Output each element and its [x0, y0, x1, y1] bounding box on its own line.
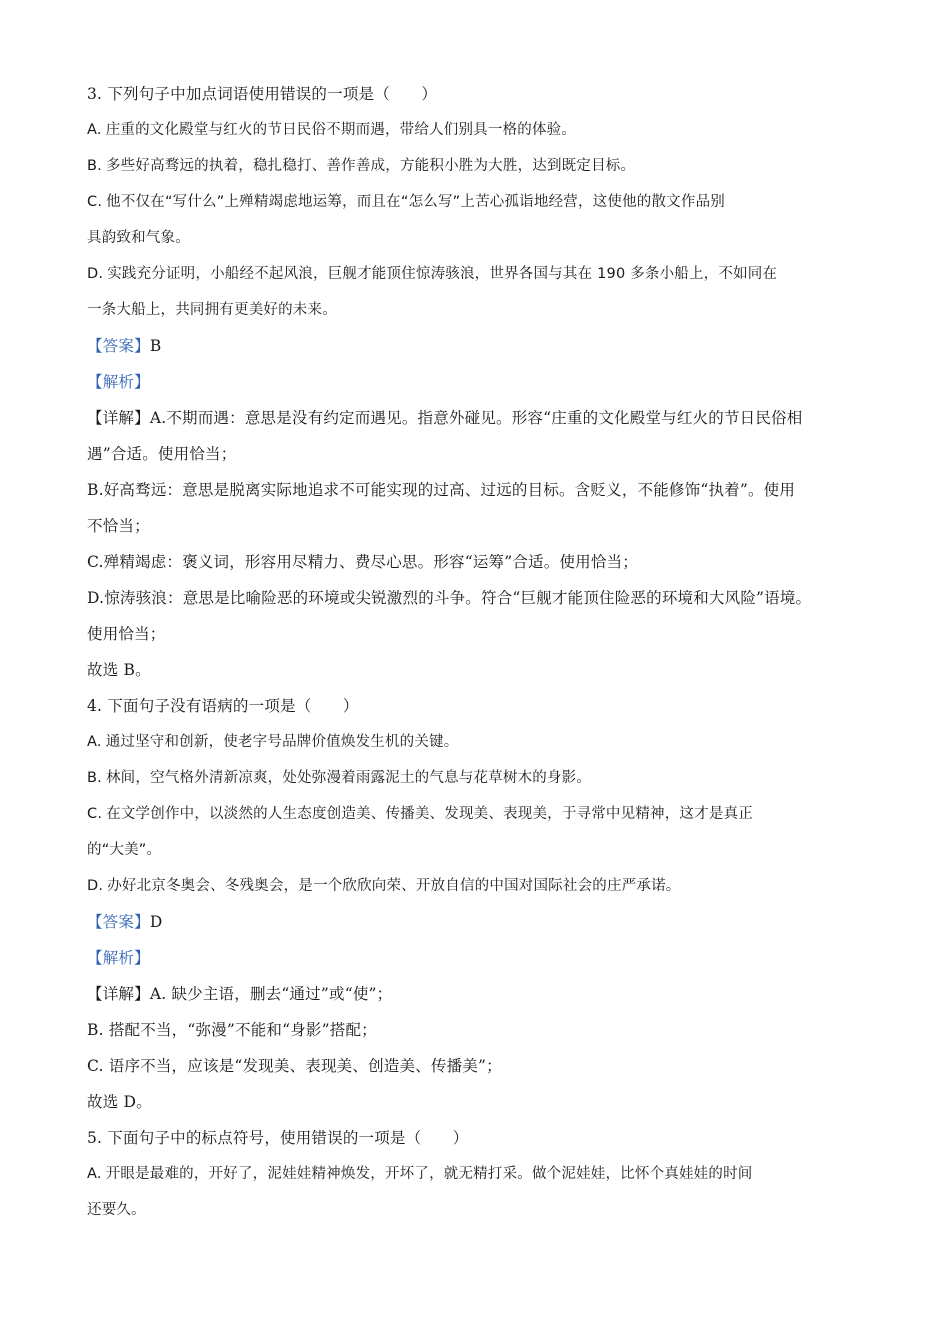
q4-option-c: [87, 796, 877, 832]
detail-text: A.不期而遇：意思是没有约定而遇见。指意外碰见。形容“庄重的文化殿堂与红火的节日民俗相: [149, 409, 803, 427]
option-letter: A.: [87, 734, 102, 750]
q3-option-c-cont: 具韵致和气象。: [87, 230, 190, 246]
answer-tag: 【答案】: [87, 337, 150, 355]
q3-option-d-cont: 一条大船上，共同拥有更美好的未来。: [87, 302, 337, 318]
question-4-stem: 4. 下面句子没有语病的一项是（ ）: [87, 697, 359, 715]
option-letter: A.: [87, 122, 102, 138]
question-3-stem: 3. 下列句子中加点词语使用错误的一项是（ ）: [87, 85, 438, 103]
option-letter: B.: [87, 770, 102, 786]
q3-detail-line: 使用恰当；: [87, 625, 166, 643]
q3-option-b: [87, 148, 877, 184]
q4-answer: [87, 904, 877, 940]
q5-option-a-cont: 还要久。: [87, 1202, 146, 1218]
detail-tag: 【详解】: [87, 409, 150, 427]
option-text: 多些好高骛远的执着，稳扎稳打、善作善成，方能积小胜为大胜，达到既定目标。: [105, 158, 636, 174]
option-letter: C.: [87, 194, 103, 210]
q3-detail-line: 故选 B。: [87, 661, 151, 679]
option-text: 实践充分证明，小船经不起风浪，巨舰才能顶住惊涛骇浪，世界各国与其在 190 多条小船上，不如同在: [107, 266, 778, 282]
option-letter: C.: [87, 806, 103, 822]
q3-detail-line: C.殚精竭虑：褒义词，形容用尽精力、费尽心思。形容“运筹”合适。使用恰当；: [87, 553, 638, 571]
question-5-stem: 5. 下面句子中的标点符号，使用错误的一项是（ ）: [87, 1129, 469, 1147]
q3-option-a: [87, 112, 877, 148]
q4-option-b: [87, 760, 877, 796]
option-letter: A.: [87, 1166, 102, 1182]
q4-detail-line: B. 搭配不当，“弥漫”不能和“身影”搭配；: [87, 1021, 377, 1039]
document-page: [87, 76, 877, 1228]
q4-detail-line: C. 语序不当，应该是“发现美、表现美、创造美、传播美”；: [87, 1057, 502, 1075]
q3-analysis: [87, 364, 877, 400]
q3-option-c: [87, 184, 877, 220]
option-text: 通过坚守和创新，使老字号品牌价值焕发生机的关键。: [105, 734, 459, 750]
option-letter: D.: [87, 266, 104, 282]
q3-answer: [87, 328, 877, 364]
q4-detail-line: [87, 976, 877, 1012]
q3-detail-line: [87, 400, 877, 436]
option-text: 在文学创作中，以淡然的人生态度创造美、传播美、发现美、表现美，于寻常中见精神，这才是真正: [106, 806, 753, 822]
option-letter: D.: [87, 878, 104, 894]
q4-option-d: [87, 868, 877, 904]
answer-value: B: [149, 337, 162, 355]
q4-analysis: [87, 940, 877, 976]
q3-detail-line: 遇”合适。使用恰当；: [87, 445, 237, 463]
q3-detail-line: B.好高骛远：意思是脱离实际地追求不可能实现的过高、过远的目标。含贬义，不能修饰“执着”。使用: [87, 481, 796, 499]
option-letter: B.: [87, 158, 102, 174]
answer-value: D: [149, 913, 163, 931]
q4-option-c-cont: 的“大美”。: [87, 842, 162, 858]
q3-detail-line: D.惊涛骇浪：意思是比喻险恶的环境或尖锐激烈的斗争。符合“巨舰才能顶住险恶的环境和大风险”语境。: [87, 589, 812, 607]
q4-detail-line: 故选 D。: [87, 1093, 152, 1111]
option-text: 开眼是最难的，开好了，泥娃娃精神焕发，开坏了，就无精打采。做个泥娃娃，比怀个真娃娃的时间: [105, 1166, 753, 1182]
q3-detail-line: 不恰当；: [87, 517, 150, 535]
answer-tag: 【答案】: [87, 913, 150, 931]
option-text: 庄重的文化殿堂与红火的节日民俗不期而遇，带给人们别具一格的体验。: [105, 122, 577, 138]
q3-option-d: [87, 256, 877, 292]
option-text: 办好北京冬奥会、冬残奥会，是一个欣欣向荣、开放自信的中国对国际社会的庄严承诺。: [107, 878, 681, 894]
q5-option-a: [87, 1156, 877, 1192]
detail-text: A. 缺少主语，删去“通过”或“使”；: [149, 985, 393, 1003]
option-text: 林间，空气格外清新凉爽，处处弥漫着雨露泥土的气息与花草树木的身影。: [105, 770, 592, 786]
q4-option-a: [87, 724, 877, 760]
option-text: 他不仅在“写什么”上殚精竭虑地运筹，而且在“怎么写”上苦心孤诣地经营，这使他的散文作品别: [106, 194, 725, 210]
detail-tag: 【详解】: [87, 985, 150, 1003]
analysis-tag: 【解析】: [87, 373, 150, 391]
analysis-tag: 【解析】: [87, 949, 150, 967]
